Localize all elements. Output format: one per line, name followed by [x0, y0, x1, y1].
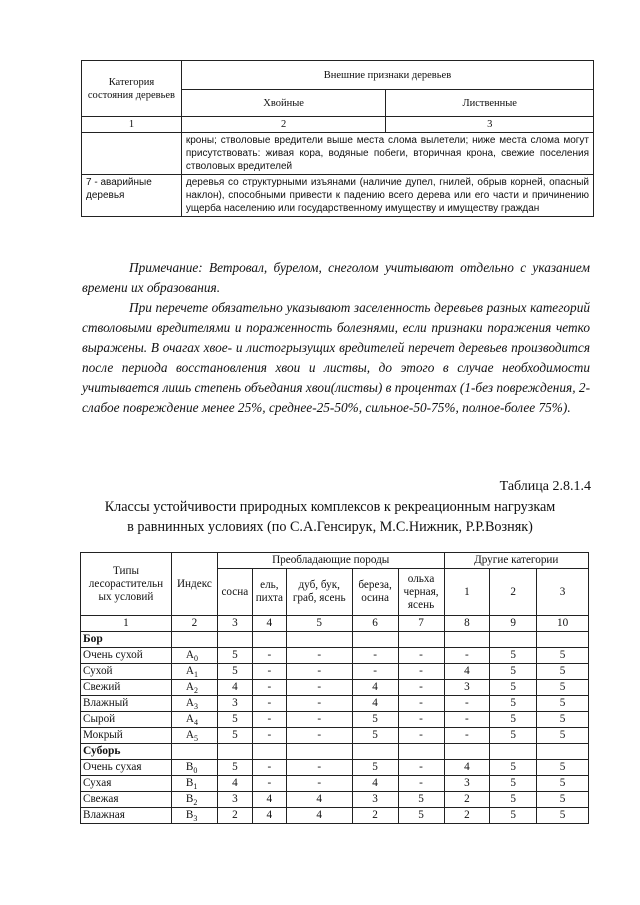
- value-cell: 2: [217, 808, 252, 824]
- value-cell: 3: [217, 696, 252, 712]
- header-species-3: дуб, бук, граб, ясень: [286, 569, 352, 616]
- table-row: [81, 648, 589, 664]
- value-cell: 5: [537, 760, 589, 776]
- row-name: Влажный: [81, 696, 172, 712]
- row-index-letter: A: [185, 665, 195, 677]
- value-cell: 5: [352, 760, 398, 776]
- value-cell: 5: [490, 776, 537, 792]
- empty-cell: [398, 632, 444, 648]
- header-category: Категория состояния деревьев: [82, 61, 182, 117]
- colnum-cell: 3: [217, 616, 252, 632]
- colnum-cell: 6: [352, 616, 398, 632]
- value-cell: 4: [217, 680, 252, 696]
- table-row: [81, 760, 589, 776]
- value-cell: 4: [352, 776, 398, 792]
- value-cell: 4: [252, 808, 286, 824]
- row-index: [171, 760, 217, 776]
- header-type: Типы лесорастительн ых условий: [81, 553, 172, 616]
- table-row: [81, 664, 589, 680]
- value-cell: -: [286, 760, 352, 776]
- row-index-subscript: 0: [193, 766, 198, 776]
- value-cell: 5: [537, 728, 589, 744]
- value-cell: 5: [352, 728, 398, 744]
- value-cell: 3: [444, 776, 490, 792]
- value-cell: -: [398, 728, 444, 744]
- empty-cell: [286, 632, 352, 648]
- value-cell: 5: [537, 792, 589, 808]
- value-cell: -: [252, 776, 286, 792]
- row-index-letter: B: [185, 793, 194, 805]
- value-cell: 4: [252, 792, 286, 808]
- row-index-subscript: 1: [193, 782, 198, 792]
- value-cell: 5: [490, 792, 537, 808]
- colnum-cell: 10: [537, 616, 589, 632]
- stability-classes-table: [80, 552, 589, 824]
- value-cell: 5: [398, 792, 444, 808]
- row-index-subscript: 2: [194, 686, 199, 696]
- colnum-cell: 5: [286, 616, 352, 632]
- row-name: Свежий: [81, 680, 172, 696]
- header-species: Преобладающие породы: [217, 553, 444, 569]
- value-cell: 2: [444, 808, 490, 824]
- row-name: Свежая: [81, 792, 172, 808]
- value-cell: 3: [217, 792, 252, 808]
- empty-cell: [171, 744, 217, 760]
- row7-category: 7 - аварийные деревья: [82, 175, 182, 217]
- value-cell: 5: [490, 808, 537, 824]
- header-other-2: 2: [490, 569, 537, 616]
- empty-cell: [252, 632, 286, 648]
- colnum-1: 1: [82, 117, 182, 133]
- value-cell: 5: [490, 648, 537, 664]
- table-row: [81, 808, 589, 824]
- row-name: Сырой: [81, 712, 172, 728]
- value-cell: 2: [444, 792, 490, 808]
- empty-cell: [444, 632, 490, 648]
- colnum-cell: 2: [171, 616, 217, 632]
- row-name: Сухой: [81, 664, 172, 680]
- empty-cell: [252, 744, 286, 760]
- header-index: Индекс: [171, 553, 217, 616]
- table-row: [81, 776, 589, 792]
- value-cell: 5: [490, 728, 537, 744]
- value-cell: -: [444, 648, 490, 664]
- value-cell: 4: [286, 808, 352, 824]
- header-species-4: береза, осина: [352, 569, 398, 616]
- row-index-subscript: 2: [193, 798, 198, 808]
- value-cell: -: [286, 728, 352, 744]
- cont-category-cell: [82, 133, 182, 175]
- value-cell: -: [398, 712, 444, 728]
- empty-cell: [171, 632, 217, 648]
- value-cell: 5: [490, 712, 537, 728]
- colnum-3: 3: [386, 117, 594, 133]
- row-index: [171, 680, 217, 696]
- empty-cell: [217, 744, 252, 760]
- colnum-cell: 1: [81, 616, 172, 632]
- table-row: [81, 712, 589, 728]
- header-conifer: Хвойные: [181, 90, 386, 117]
- value-cell: -: [252, 712, 286, 728]
- row-index-subscript: 3: [193, 814, 198, 824]
- table-title: [60, 497, 600, 537]
- row-index-letter: B: [185, 809, 194, 821]
- tree-condition-table: [81, 60, 594, 217]
- body-paragraph: При перечете обязательно указывают заселенность деревьев разных категорий стволовыми вредителями и пораженность болезнями, если признаки поражения четко выражены. В очагах хвое- и листогрызущих вредителей перечет деревьев производится после периода восстановления хвои и листвы, до этого в случае необходимости учитывается лишь степень объедания хвои(листвы) в процентах (1-без повреждения, 2-слабое повреждение менее 25%, среднее-25-50%, сильное-50-75%, полное-более 75%).: [82, 300, 590, 415]
- value-cell: -: [286, 712, 352, 728]
- cont-text: кроны; стволовые вредители выше места слома вылетели; ниже места слома могут присутствовать: живая кора, водяные побеги, вторичная крона, свежие поселения стволовых вредителей: [181, 133, 593, 175]
- header-species-2: ель, пихта: [252, 569, 286, 616]
- value-cell: 4: [352, 696, 398, 712]
- table-row: [81, 696, 589, 712]
- row-index: [171, 776, 217, 792]
- section-title: Бор: [81, 632, 172, 648]
- value-cell: 5: [352, 712, 398, 728]
- value-cell: -: [286, 664, 352, 680]
- row-index: [171, 712, 217, 728]
- colnum-cell: 9: [490, 616, 537, 632]
- value-cell: -: [398, 696, 444, 712]
- value-cell: -: [398, 680, 444, 696]
- row-index: [171, 696, 217, 712]
- value-cell: 5: [217, 664, 252, 680]
- table-title-line2: в равнинных условиях (по С.А.Генсирук, М.С.Нижник, Р.Р.Возняк): [127, 519, 533, 535]
- row-index-letter: B: [185, 761, 194, 773]
- empty-cell: [490, 744, 537, 760]
- value-cell: 5: [490, 760, 537, 776]
- value-cell: 4: [352, 680, 398, 696]
- value-cell: -: [252, 760, 286, 776]
- row-name: Мокрый: [81, 728, 172, 744]
- value-cell: 5: [537, 696, 589, 712]
- note-paragraph: Примечание: Ветровал, бурелом, снеголом учитывают отдельно с указанием времени их образования.: [82, 260, 590, 295]
- row-index: [171, 664, 217, 680]
- value-cell: 4: [286, 792, 352, 808]
- value-cell: -: [286, 776, 352, 792]
- empty-cell: [217, 632, 252, 648]
- table-row: [81, 680, 589, 696]
- section-title: Суборь: [81, 744, 172, 760]
- empty-cell: [286, 744, 352, 760]
- table-title-line1: Классы устойчивости природных комплексов к рекреационным нагрузкам: [104, 499, 556, 515]
- colnum-cell: 7: [398, 616, 444, 632]
- row-name: Очень сухой: [81, 648, 172, 664]
- row-index-letter: A: [185, 713, 195, 725]
- value-cell: 5: [490, 680, 537, 696]
- table-row: [81, 792, 589, 808]
- header-other-1: 1: [444, 569, 490, 616]
- value-cell: 5: [398, 808, 444, 824]
- value-cell: -: [252, 680, 286, 696]
- value-cell: -: [444, 696, 490, 712]
- row-index-letter: A: [185, 697, 195, 709]
- value-cell: -: [444, 728, 490, 744]
- row-index: [171, 792, 217, 808]
- row-index-subscript: 4: [194, 718, 199, 728]
- header-other: Другие категории: [444, 553, 588, 569]
- empty-cell: [537, 744, 589, 760]
- row-index-subscript: 0: [194, 654, 199, 664]
- value-cell: -: [444, 712, 490, 728]
- row-index-letter: A: [185, 649, 195, 661]
- row-index-letter: A: [185, 729, 195, 741]
- value-cell: 5: [490, 664, 537, 680]
- empty-cell: [398, 744, 444, 760]
- row7-text: деревья со структурными изъянами (наличие дупел, гнилей, обрыв корней, опасный наклон), способными привести к падению всего дерева или его части и причинению ущерба населению или государственному имуществу и имуществу граждан: [181, 175, 593, 217]
- value-cell: -: [398, 760, 444, 776]
- row-name: Сухая: [81, 776, 172, 792]
- header-species-1: сосна: [217, 569, 252, 616]
- value-cell: 5: [537, 808, 589, 824]
- value-cell: -: [252, 648, 286, 664]
- value-cell: 5: [217, 712, 252, 728]
- value-cell: -: [352, 664, 398, 680]
- empty-cell: [537, 632, 589, 648]
- value-cell: -: [398, 648, 444, 664]
- value-cell: 3: [352, 792, 398, 808]
- row-index: [171, 728, 217, 744]
- row-index: [171, 648, 217, 664]
- row-index: [171, 808, 217, 824]
- value-cell: 5: [537, 648, 589, 664]
- header-other-3: 3: [537, 569, 589, 616]
- empty-cell: [490, 632, 537, 648]
- row-index-letter: A: [185, 681, 195, 693]
- row-name: Очень сухая: [81, 760, 172, 776]
- value-cell: 4: [444, 664, 490, 680]
- row-index-subscript: 3: [194, 702, 199, 712]
- value-cell: -: [398, 776, 444, 792]
- row-name: Влажная: [81, 808, 172, 824]
- empty-cell: [444, 744, 490, 760]
- value-cell: 5: [217, 760, 252, 776]
- value-cell: -: [286, 648, 352, 664]
- value-cell: 5: [490, 696, 537, 712]
- header-species-5: ольха черная, ясень: [398, 569, 444, 616]
- value-cell: 5: [537, 664, 589, 680]
- header-deciduous: Лиственные: [386, 90, 594, 117]
- value-cell: 5: [537, 712, 589, 728]
- value-cell: -: [252, 696, 286, 712]
- value-cell: 5: [217, 728, 252, 744]
- empty-cell: [352, 744, 398, 760]
- value-cell: 3: [444, 680, 490, 696]
- table-number: Таблица 2.8.1.4: [499, 479, 591, 494]
- value-cell: 5: [217, 648, 252, 664]
- value-cell: -: [286, 680, 352, 696]
- value-cell: -: [252, 664, 286, 680]
- value-cell: 2: [352, 808, 398, 824]
- header-signs: Внешние признаки деревьев: [181, 61, 593, 90]
- row-index-letter: B: [185, 777, 194, 789]
- value-cell: -: [352, 648, 398, 664]
- colnum-cell: 8: [444, 616, 490, 632]
- value-cell: -: [398, 664, 444, 680]
- value-cell: 4: [217, 776, 252, 792]
- row-index-subscript: 5: [194, 734, 199, 744]
- value-cell: 5: [537, 680, 589, 696]
- colnum-2: 2: [181, 117, 386, 133]
- value-cell: -: [286, 696, 352, 712]
- empty-cell: [352, 632, 398, 648]
- colnum-cell: 4: [252, 616, 286, 632]
- value-cell: -: [252, 728, 286, 744]
- row-index-subscript: 1: [194, 670, 199, 680]
- value-cell: 4: [444, 760, 490, 776]
- value-cell: 5: [537, 776, 589, 792]
- table-row: [81, 728, 589, 744]
